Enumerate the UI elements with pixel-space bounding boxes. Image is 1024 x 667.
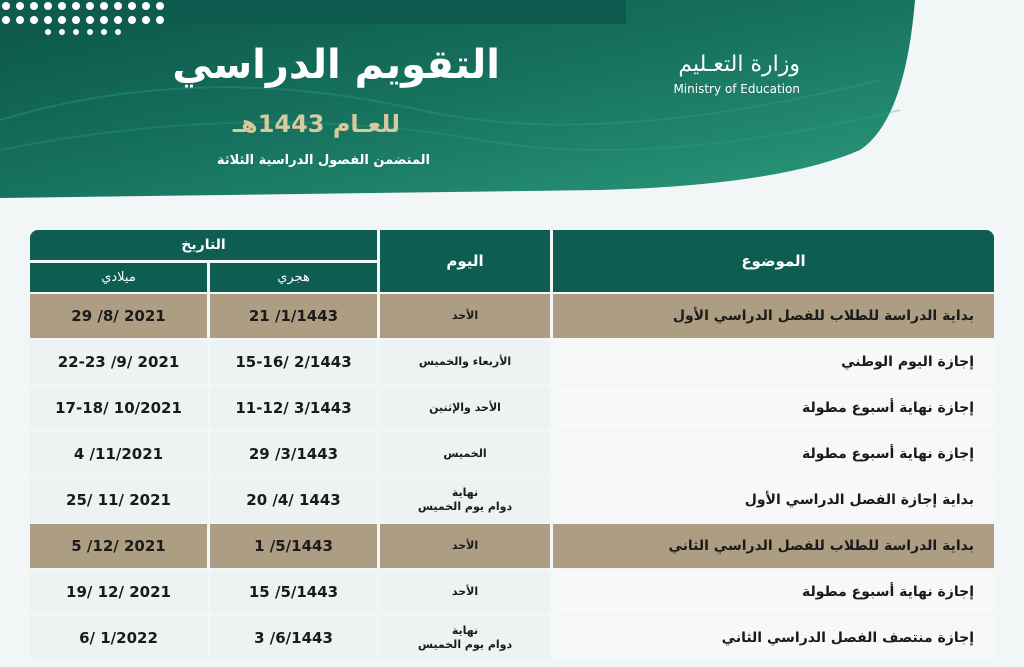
cell-hijri [210, 524, 377, 568]
cell-hijri [210, 616, 377, 660]
cell-gregorian [30, 616, 207, 660]
cell-gregorian-text: 4 /11/2021 [73, 445, 164, 463]
cell-subject [553, 570, 994, 614]
cell-subject-text: بداية إجازة الفصل الدراسي الأول [744, 492, 974, 508]
header-hijri: هجري [210, 263, 377, 292]
cell-hijri [210, 570, 377, 614]
cell-gregorian [30, 570, 207, 614]
cell-day-text: الأربعاء والخميس [418, 355, 512, 368]
cell-subject [553, 524, 994, 568]
cell-hijri [210, 294, 377, 338]
cell-subject-text: إجازة منتصف الفصل الدراسي الثاني [721, 630, 974, 646]
cell-subject [553, 294, 994, 338]
header-day: اليوم [380, 230, 550, 292]
table-row [30, 616, 994, 660]
cell-subject [553, 478, 994, 522]
cell-day [380, 478, 550, 522]
table-row [30, 570, 994, 614]
ministry-name-english: Ministry of Education [673, 82, 800, 96]
cell-subject-text: إجازة نهاية أسبوع مطولة [801, 400, 974, 416]
table-row [30, 478, 994, 522]
cell-subject [553, 386, 994, 430]
cell-day-text: الأحد [451, 585, 479, 598]
ministry-logo-dots-icon [0, 0, 170, 36]
table-row [30, 340, 994, 384]
cell-gregorian-text: 22-23 /9/ 2021 [57, 353, 180, 371]
year-line: للعـام 1443هـ [232, 110, 400, 138]
cell-hijri-text: 3 /6/1443 [254, 629, 333, 647]
cell-hijri-text: 1 /5/1443 [254, 537, 333, 555]
cell-day [380, 340, 550, 384]
cell-gregorian [30, 340, 207, 384]
page-title: التقويم الدراسي [172, 42, 500, 88]
cell-subject [553, 340, 994, 384]
cell-gregorian [30, 432, 207, 476]
cell-gregorian-text: 17-18/ 10/2021 [55, 399, 182, 417]
table-row [30, 432, 994, 476]
cell-gregorian-text: 19/ 12/ 2021 [66, 583, 171, 601]
header-subject: الموضوع [553, 230, 994, 292]
cell-hijri-text: 11-12/ 3/1443 [235, 399, 352, 417]
cell-hijri [210, 432, 377, 476]
cell-day [380, 386, 550, 430]
cell-day [380, 294, 550, 338]
cell-subject-text: إجازة نهاية أسبوع مطولة [801, 446, 974, 462]
cell-subject-text: بداية الدراسة للطلاب للفصل الدراسي الثاني [668, 538, 974, 554]
cell-subject-text: إجازة اليوم الوطني [841, 354, 974, 370]
cell-hijri-text: 29 /3/1443 [248, 445, 339, 463]
cell-gregorian [30, 386, 207, 430]
ministry-name-arabic: وزارة التعـليم [678, 52, 800, 77]
cell-hijri-text: 20 /4/ 1443 [246, 491, 341, 509]
cell-day-text: الأحد [451, 539, 479, 552]
table-row [30, 294, 994, 338]
cell-gregorian [30, 294, 207, 338]
cell-day [380, 616, 550, 660]
cell-hijri-text: 15-16/ 2/1443 [235, 353, 352, 371]
cell-day-text: الأحد والإثنين [429, 401, 501, 414]
cell-day [380, 570, 550, 614]
cell-subject [553, 616, 994, 660]
cell-hijri [210, 478, 377, 522]
header-banner [0, 0, 1024, 198]
cell-gregorian [30, 478, 207, 522]
cell-gregorian-text: 29 /8/ 2021 [71, 307, 166, 325]
cell-hijri-text: 15 /5/1443 [248, 583, 339, 601]
cell-hijri-text: 21 /1/1443 [248, 307, 339, 325]
cell-day-text: الخميس [443, 447, 487, 460]
cell-gregorian-text: 5 /12/ 2021 [71, 537, 166, 555]
cell-day-text: نهاية دوام يوم الخميس [417, 486, 513, 513]
cell-subject [553, 432, 994, 476]
cell-gregorian-text: 6/ 1/2022 [79, 629, 158, 647]
cell-gregorian-text: 25/ 11/ 2021 [66, 491, 171, 509]
cell-hijri [210, 386, 377, 430]
cell-subject-text: بداية الدراسة للطلاب للفصل الدراسي الأول [672, 308, 974, 324]
cell-hijri [210, 340, 377, 384]
cell-subject-text: إجازة نهاية أسبوع مطولة [801, 584, 974, 600]
cell-day-text: نهاية دوام يوم الخميس [417, 624, 513, 651]
cell-gregorian [30, 524, 207, 568]
header-gregorian: ميلادي [30, 263, 207, 292]
cell-day [380, 524, 550, 568]
cell-day-text: الأحد [451, 309, 479, 322]
page-subtitle: المتضمن الفصول الدراسية الثلاثة [216, 153, 430, 168]
cell-day [380, 432, 550, 476]
header-date: التاريخ [30, 230, 377, 260]
table-row [30, 524, 994, 568]
table-row [30, 386, 994, 430]
